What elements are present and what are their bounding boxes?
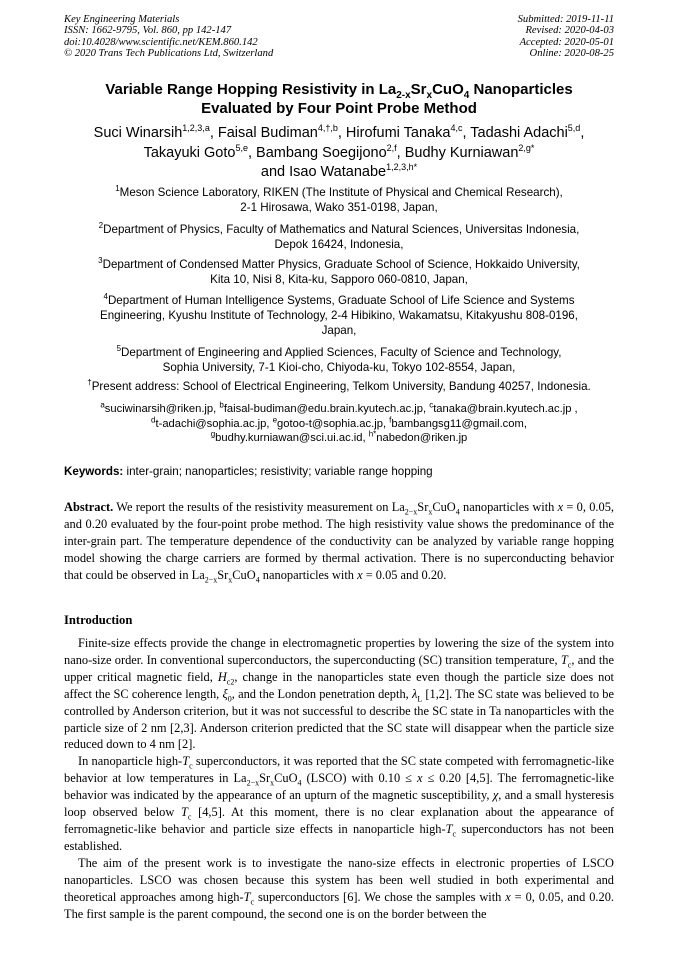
doi-line: doi:10.4028/www.scientific.net/KEM.860.142 xyxy=(64,36,258,48)
affiliation-1: $^1$Meson Science Laboratory, RIKEN (The Institute of Physical and Chemical Research), 2-1 Hirosawa, Wako 351-0198, Japan, xyxy=(115,184,563,214)
author-name: Budhy Kurniawan xyxy=(404,144,519,161)
submitted-date: Submitted: 2019-11-11 xyxy=(517,14,614,25)
journal-name: Key Engineering Materials xyxy=(64,14,180,25)
online-date: Online: 2020-08-25 xyxy=(529,47,614,59)
email-link[interactable]: suciwinarsih@riken.jp, xyxy=(104,403,220,415)
author-name: and Isao Watanabe xyxy=(260,164,387,180)
affiliation-4: $^4$Department of Human Intelligence Systems, Graduate School of Life Science and Systems Engineering, Kyushu Institute of Technology, 2-4 Hibikino, Wakamatsu, Kitakyushu 808-0196, Japan, xyxy=(100,292,578,337)
keywords-label: Keywords: xyxy=(64,465,124,478)
paper-title xyxy=(64,80,614,118)
copyright-line: © 2020 Trans Tech Publications Ltd, Switzerland xyxy=(64,47,274,59)
journal-header-right xyxy=(518,14,614,59)
keywords xyxy=(64,464,614,479)
author-line-2: Takayuki Goto$^{5,e}$, Bambang Soegijono$^{2,f}$, Budhy Kurniawan$^{2,g*}$ xyxy=(143,142,535,161)
email-line-2: $^d$t-adachi@sophia.ac.jp, $^e$gotoo-t@sophia.ac.jp, $^f$bambangsg11@gmail.com, xyxy=(151,414,527,430)
introduction-body xyxy=(64,635,614,922)
author-name: Hirofumi Tanaka xyxy=(345,125,451,141)
affiliation-2: $^2$Department of Physics, Faculty of Mathematics and Natural Sciences, Universitas Indonesia, Depok 16424, Indonesia, xyxy=(98,221,580,251)
keywords-text: inter-grain; nanoparticles; resistivity; variable range hopping xyxy=(123,465,433,478)
revised-date: Revised: 2020-04-03 xyxy=(525,25,614,37)
email-link[interactable]: nabedon@riken.jp xyxy=(376,432,468,444)
title-line-2: Evaluated by Four Point Probe Method xyxy=(201,100,477,117)
abstract-label: Abstract. xyxy=(64,500,114,514)
author-name: Faisal Budiman xyxy=(217,125,318,141)
email-link[interactable]: tanaka@brain.kyutech.ac.jp , xyxy=(433,403,578,415)
email-link[interactable]: budhy.kurniawan@sci.ui.ac.id, xyxy=(215,432,369,444)
email-list xyxy=(64,402,614,446)
intro-paragraph-3: The aim of the present work is to investigate the nano-size effects in electronic properties of LSCO nanoparticles. LSCO was chosen because this system has been well studied in both experimental and theoretical approaches among high-$T_c$ superconductors [6]. We chose the samples with x = 0, 0.05, and 0.20. The first sample is the parent compound, the second one is on the border between the xyxy=(64,855,615,921)
author-line-3: and Isao Watanabe$^{1,2,3,h*}$ xyxy=(260,162,418,180)
author-name: Takayuki Goto xyxy=(143,144,236,161)
email-link[interactable]: gotoo-t@sophia.ac.jp, xyxy=(277,417,390,430)
affiliation-5: $^5$Department of Engineering and Applied Sciences, Faculty of Science and Technology, Sophia University, 7-1 Kioi-cho, Chiyoda-ku, Tokyo 102-8554, Japan, xyxy=(116,344,562,374)
issn-line: ISSN: 1662-9795, Vol. 860, pp 142-147 xyxy=(64,25,232,37)
journal-header-left xyxy=(64,14,273,59)
author-name: Bambang Soegijono xyxy=(256,144,387,161)
intro-paragraph-2: In nanoparticle high-$T_c$ superconductors, it was reported that the SC state competed with ferromagnetic-like behavior at low temperatures in $La_{2-x}Sr_xCuO_4$ (LSCO) with 0.10 ≤ x ≤ 0.20 [4,5]. The ferromagnetic-like behavior was indicated by the appearance of an upturn of the magnetic susceptibility, χ, and a small hysteresis loop observed below $T_c$ [4,5]. At this moment, there is no clear explanation about the appearance of ferromagnetic-like behavior and particle size effects in nanoparticle high-$T_c$ superconductors has not been established. xyxy=(64,754,615,853)
email-link[interactable]: faisal-budiman@edu.brain.kyutech.ac.jp, xyxy=(223,403,430,415)
accepted-date: Accepted: 2020-05-01 xyxy=(519,36,614,48)
author-list xyxy=(64,124,614,183)
present-address: †Present address: School of Electrical Engineering, Telkom University, Bandung 40257, Indonesia. xyxy=(87,378,591,393)
intro-paragraph-1: Finite-size effects provide the change in electromagnetic properties by lowering the size of the system into nano-size order. In conventional superconductors, the superconducting (SC) transition temperature, $T_c$, and the upper critical magnetic field, $H_{c2}$, change in the nanoparticles state even though the particle size does not affect the SC coherence length, $\xi_0$, and the London penetration depth, $\lambda_L$ [1,2]. The SC state was believed to be controlled by Anderson criterion, but it was not successful to describe the SC state in Ta nanoparticles with the particle size of 2 nm [2,3]. Anderson criterion predicted that the SC state will disappear when the particle size reduced down to 4 nm [2]. xyxy=(64,636,615,752)
email-link[interactable]: bambangsg11@gmail.com, xyxy=(391,417,527,430)
section-heading-introduction: Introduction xyxy=(64,613,133,627)
title-line-1: Variable Range Hopping Resistivity in $La_{2-x}Sr_xCuO_4$ Nanoparticles xyxy=(105,81,573,101)
email-line-1: $^a$suciwinarsih@riken.jp, $^b$faisal-budiman@edu.brain.kyutech.ac.jp, $^c$tanaka@brain.kyutech.ac.jp , xyxy=(100,400,578,415)
abstract: Abstract. We report the results of the resistivity measurement on $La_{2-x}Sr_xCuO_4$ nanoparticles with x = 0, 0.05, and 0.20 evaluated by the four-point probe method. The high resistivity value shows the predominance of the inter-grain part. The temperature dependence of the conductivity can be analyzed by variable range hopping model showing the charge carriers are formed by thermal activation. There is no superconducting behavior that could be observed in $La_{2-x}Sr_xCuO_4$ nanoparticles with x = 0.05 and 0.20. xyxy=(64,500,614,585)
author-name: Tadashi Adachi xyxy=(470,125,568,141)
author-name: Suci Winarsih xyxy=(93,125,183,141)
email-line-3: $^g$budhy.kurniawan@sci.ui.ac.id, $^{h*}$nabedon@riken.jp xyxy=(210,429,468,444)
email-link[interactable]: t-adachi@sophia.ac.jp, xyxy=(155,417,273,430)
affiliation-3: $^3$Department of Condensed Matter Physics, Graduate School of Science, Hokkaido University, Kita 10, Nisi 8, Kita-ku, Sapporo 060-0810, Japan, xyxy=(98,256,580,286)
author-line-1: Suci Winarsih$^{1,2,3,a}$, Faisal Budiman$^{4,\dagger,b}$, Hirofumi Tanaka$^{4,c}$, Tadashi Adachi$^{5,d}$, xyxy=(93,123,585,141)
